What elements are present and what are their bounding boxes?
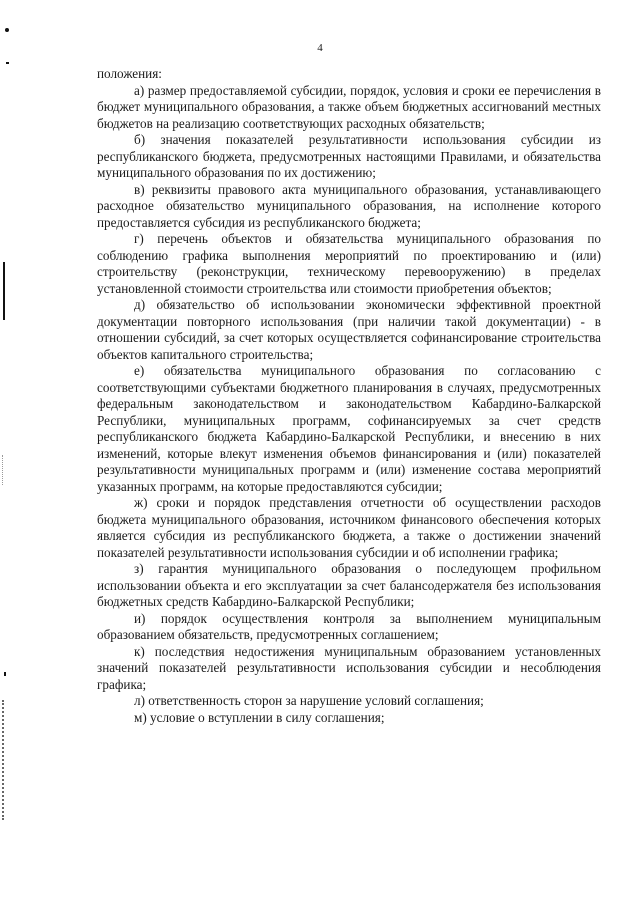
paragraph-v: в) реквизиты правового акта муниципального образования, устанавливающего расходное обязательство муниципального образования, на исполнение которого предоставляется субсидия из республиканского бюджета; (97, 181, 601, 230)
paragraph-z: з) гарантия муниципального образования о последующем профильном использовании объекта и его эксплуатации за счет балансодержателя без использования бюджетных средств Кабардино-Балкарской Республики; (97, 561, 601, 609)
paragraph-e: е) обязательства муниципального образования по согласованию с соответствующими субъектами бюджетного планирования в случаях, предусмотренных федеральным законодательством и законодательством Кабардино-Балкарской Республики, муниципальных программ, софинансируемых за счет средств республиканского бюджета Кабардино-Балкарской Республики, и внесению в них изменений, которые влекут изменения объемов финансирования и (или) показателей результативности муниципальных программ и (или) изменение состава мероприятий указанных программ, на которые предоставляются субсидии; (97, 363, 601, 494)
paragraph-g: г) перечень объектов и обязательства муниципального образования по соблюдению графика выполнения мероприятий по проектированию и (или) строительству (реконструкции, техническому перевооружению) в пределах установленной стоимости строительства или стоимости приобретения объектов; (97, 231, 601, 296)
paragraph-b: б) значения показателей результативности использования субсидии из республиканского бюджета, предусмотренных настоящими Правилами, и обязательства муниципального образования по их достижению; (97, 132, 601, 180)
paragraph-zh: ж) сроки и порядок представления отчетности об осуществлении расходов бюджета муниципального образования, источником финансового обеспечения которых является субсидия из республиканского бюджета, а также о достижении значений показателей результативности использования субсидии и об исполнении графика; (97, 495, 601, 560)
scan-mark-dot (4, 672, 6, 676)
paragraph-l: л) ответственность сторон за нарушение условий соглашения; (134, 693, 484, 708)
paragraph-intro: положения: (97, 66, 162, 81)
paragraph-i: и) порядок осуществления контроля за выполнением муниципальным образованием обязательств, предусмотренных соглашением; (97, 610, 601, 642)
scan-mark-top (5, 28, 9, 32)
scan-mark-dash (6, 62, 9, 64)
paragraph-a: а) размер предоставляемой субсидии, порядок, условия и сроки ее перечисления в бюджет муниципального образования, а также объем бюджетных ассигнований местных бюджетов на реализацию соответствующих расходных обязательств; (97, 82, 601, 131)
scan-mark-dots-1 (2, 455, 4, 485)
paragraph-m: м) условие о вступлении в силу соглашения; (134, 709, 385, 725)
scan-mark-bar (3, 262, 5, 320)
scan-mark-dots-2 (2, 700, 5, 820)
page-number: 4 (317, 42, 323, 54)
paragraph-k: к) последствия недостижения муниципальным образованием установленных значений показателей результативности использования субсидии и несоблюдения графика; (97, 643, 601, 692)
document-body (97, 66, 601, 726)
paragraph-d: д) обязательство об использовании экономически эффективной проектной документации повторного использования (при наличии такой документации) - в отношении субсидий, за счет которых осуществляется софинансирование строительства объектов капитального строительства; (97, 297, 601, 362)
